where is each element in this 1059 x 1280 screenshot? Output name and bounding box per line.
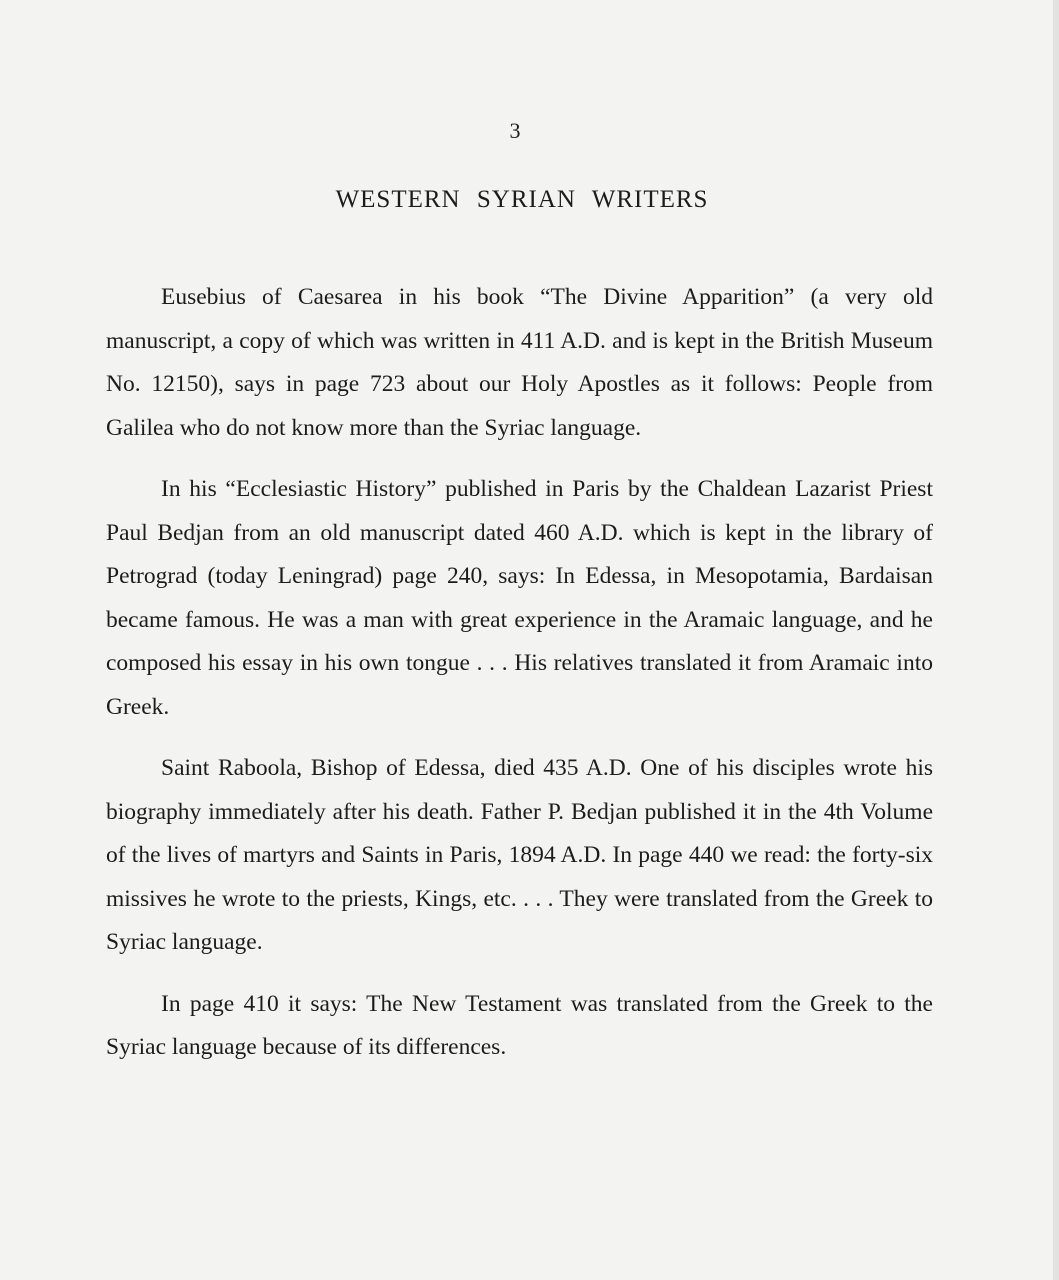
body-text — [106, 276, 933, 1070]
page-title: WESTERN SYRIAN WRITERS — [335, 186, 709, 213]
page-number: 3 — [509, 118, 521, 143]
paragraph-2: In his “Ecclesiastic History” published in Paris by the Chaldean Lazarist Priest Paul Bedjan from an old manuscript dated 460 A.D. which is kept in the library of Petrograd (today Leningrad) page 240, says: In Edessa, in Mesopotamia, Bardaisan became famous. He was a man with great experience in the Aramaic language, and he composed his essay in his own tongue . . . His relatives translated it from Aramaic into Greek. — [106, 476, 933, 720]
paragraph-3: Saint Raboola, Bishop of Edessa, died 435 A.D. One of his disciples wrote his biography immediately after his death. Father P. Bedjan published it in the 4th Volume of the lives of martyrs and Saints in Paris, 1894 A.D. In page 440 we read: the forty-six missives he wrote to the priests, Kings, etc. . . . They were translated from the Greek to Syriac language. — [106, 755, 933, 955]
page-edge — [1053, 0, 1059, 1280]
paragraph-1: Eusebius of Caesarea in his book “The Divine Apparition” (a very old manuscript, a copy of which was written in 411 A.D. and is kept in the British Museum No. 12150), says in page 723 about our Holy Apostles as it follows: People from Galilea who do not know more than the Syriac language. — [106, 284, 933, 441]
paragraph-4: In page 410 it says: The New Testament was translated from the Greek to the Syriac language because of its differences. — [106, 990, 933, 1060]
